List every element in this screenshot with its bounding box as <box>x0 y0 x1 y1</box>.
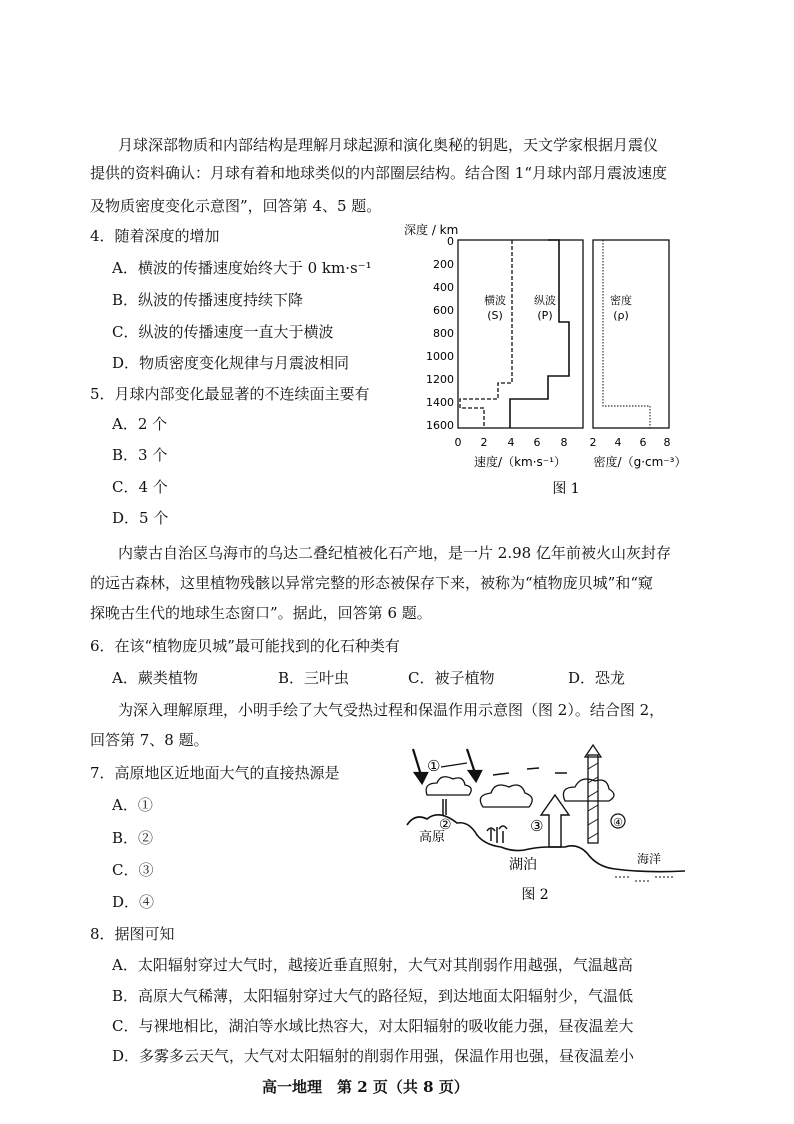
solar-radiation-arrow-2 <box>467 749 481 781</box>
fig1-s-label: 横波 <box>484 294 506 307</box>
intro1-line2: 提供的资料确认：月球有着和地球类似的内部圈层结构。结合图 1“月球内部月震波速度 <box>90 164 667 182</box>
fig1-vel-tick-4: 4 <box>507 436 515 449</box>
fig1-depth-tick-1400: 1400 <box>426 396 454 409</box>
fig1-depth-tick-400: 400 <box>433 281 454 294</box>
intro1-line3: 及物质密度变化示意图”，回答第 4、5 题。 <box>90 197 382 215</box>
fig1-density-xlabel: 密度/（g·cm⁻³） <box>593 455 687 469</box>
fig1-density-curve <box>603 240 650 428</box>
q5-option-b: B．3 个 <box>112 446 168 464</box>
fig1-velocity-xlabel: 速度/（km·s⁻¹） <box>474 455 566 469</box>
q8-option-a: A．太阳辐射穿过大气时，越接近垂直照射，大气对其削弱作用越强，气温越高 <box>112 956 633 974</box>
fig1-s-wave-curve <box>460 240 512 428</box>
fig1-den-tick-2: 2 <box>589 436 597 449</box>
q4-option-a: A．横波的传播速度始终大于 0 km·s⁻¹ <box>112 259 372 277</box>
reflection-line-1 <box>441 763 467 767</box>
q5-option-d: D．5 个 <box>112 509 169 527</box>
q7-option-c: C．③ <box>112 861 154 879</box>
ground-radiation-arrow-3 <box>541 795 569 847</box>
ocean-waves <box>615 877 675 881</box>
q6-option-b: B．三叶虫 <box>278 669 350 687</box>
dashed-radiation-lines <box>493 768 567 775</box>
fig1-den-tick-6: 6 <box>639 436 647 449</box>
figure-2-atmosphere-heating <box>405 743 690 905</box>
q8-stem: 8．据图可知 <box>90 925 175 943</box>
fig1-depth-tick-0: 0 <box>447 235 454 248</box>
fig1-caption: 图 1 <box>552 481 580 497</box>
fig1-depth-label: 深度 / km <box>404 223 459 237</box>
q8-option-c: C．与裸地相比，湖泊等水域比热容大，对太阳辐射的吸收能力强，昼夜温差大 <box>112 1017 634 1035</box>
q4-option-c: C．纵波的传播速度一直大于横波 <box>112 323 334 341</box>
fig1-depth-tick-600: 600 <box>433 304 454 317</box>
fig1-depth-tick-1200: 1200 <box>426 373 454 386</box>
fig1-den-tick-4: 4 <box>614 436 622 449</box>
fig1-depth-tick-1000: 1000 <box>426 350 454 363</box>
intro2-line1: 内蒙古自治区乌海市的乌达二叠纪植被化石产地，是一片 2.98 亿年前被火山灰封存 <box>118 544 671 562</box>
q6-option-c: C．被子植物 <box>408 669 495 687</box>
fig2-mark-1: ① <box>427 757 441 775</box>
fig1-vel-tick-6: 6 <box>533 436 541 449</box>
q4-stem: 4．随着深度的增加 <box>90 227 220 245</box>
intro1-line1: 月球深部物质和内部结构是理解月球起源和演化奥秘的钥匙，天文学家根据月震仪 <box>118 136 659 154</box>
q5-stem: 5．月球内部变化最显著的不连续面主要有 <box>90 385 370 403</box>
intro2-line2: 的远古森林，这里植物残骸以异常完整的形态被保存下来，被称为“植物庞贝城”和“窥 <box>90 574 654 592</box>
fig1-vel-tick-0: 0 <box>454 436 462 449</box>
q6-option-a: A．蕨类植物 <box>112 669 198 687</box>
lake-plants <box>487 826 507 843</box>
fig1-density-label: 密度 <box>610 294 632 307</box>
q4-option-b: B．纵波的传播速度持续下降 <box>112 291 304 309</box>
fig2-lake-label: 湖泊 <box>509 857 537 873</box>
fig1-depth-tick-1600: 1600 <box>426 419 454 432</box>
q5-option-c: C．4 个 <box>112 478 168 496</box>
fig1-depth-tick-800: 800 <box>433 327 454 340</box>
radiation-arrow-2 <box>443 799 446 815</box>
intro2-line3: 探晚古生代的地球生态窗口”。据此，回答第 6 题。 <box>90 604 432 622</box>
cloud-middle <box>480 785 532 807</box>
fig2-ocean-label: 海洋 <box>637 852 662 866</box>
figure-1-moon-interior <box>400 218 700 503</box>
q7-stem: 7．高原地区近地面大气的直接热源是 <box>90 764 340 782</box>
q6-option-d: D．恐龙 <box>568 669 626 687</box>
q7-option-b: B．② <box>112 829 154 847</box>
fig1-depth-tick-200: 200 <box>433 258 454 271</box>
q5-option-a: A．2 个 <box>112 415 168 433</box>
fig2-mark-3: ③ <box>530 817 544 835</box>
fig2-mark-2: ② <box>439 817 452 833</box>
fig1-density-frame <box>593 240 669 428</box>
q8-option-d: D．多雾多云天气，大气对太阳辐射的削弱作用强，保温作用也强，昼夜温差小 <box>112 1047 635 1065</box>
fig1-density-symbol: (ρ) <box>613 309 629 322</box>
q7-option-d: D．④ <box>112 893 155 911</box>
fig2-plateau-label: 高原 <box>419 830 446 845</box>
fig2-mark-4: ④ <box>613 816 623 829</box>
intro3-line1: 为深入理解原理，小明手绘了大气受热过程和保温作用示意图（图 2）。结合图 2， <box>118 701 665 719</box>
fig1-vel-tick-8: 8 <box>560 436 568 449</box>
q8-option-b: B．高原大气稀薄，太阳辐射穿过大气的路径短，到达地面太阳辐射少，气温低 <box>112 987 634 1005</box>
atmospheric-radiation-arrow-4 <box>585 745 601 843</box>
fig1-p-wave-curve <box>510 240 569 428</box>
fig1-p-label: 纵波 <box>534 294 556 307</box>
page-footer: 高一地理 第 2 页（共 8 页） <box>262 1078 469 1096</box>
fig1-s-symbol: (S) <box>487 309 503 322</box>
fig2-caption: 图 2 <box>521 887 549 903</box>
fig1-vel-tick-2: 2 <box>480 436 488 449</box>
q4-option-d: D．物质密度变化规律与月震波相同 <box>112 354 350 372</box>
intro3-line2: 回答第 7、8 题。 <box>90 731 209 749</box>
fig1-p-symbol: (P) <box>537 309 553 322</box>
q6-stem: 6．在该“植物庞贝城”最可能找到的化石种类有 <box>90 637 400 655</box>
cloud-left <box>426 777 471 795</box>
solar-radiation-arrow-1 <box>413 749 427 783</box>
q7-option-a: A．① <box>112 796 153 814</box>
fig1-den-tick-8: 8 <box>663 436 671 449</box>
